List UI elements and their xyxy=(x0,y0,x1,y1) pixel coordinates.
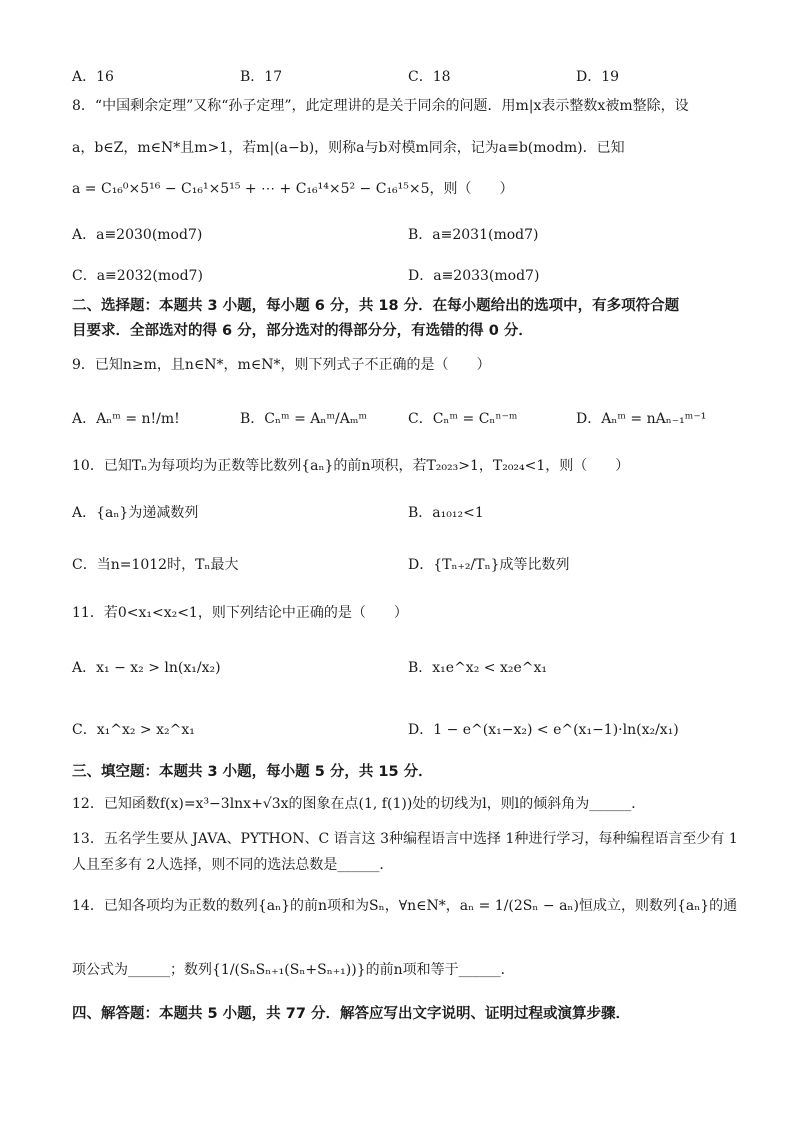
q7-option-a: A．16 xyxy=(72,69,114,85)
section3-heading: 三、填空题：本题共 3 小题，每小题 5 分，共 15 分． xyxy=(72,764,433,780)
q8-stem-line3: a = C₁₆⁰×5¹⁶ − C₁₆¹×5¹⁵ + ⋯ + C₁₆¹⁴×5² − C₁₆¹⁵×5，则（ ） xyxy=(72,181,514,197)
q9-option-c: C．Cₙᵐ = Cₙⁿ⁻ᵐ xyxy=(408,411,518,427)
q8-option-d: D．a≡2033(mod7) xyxy=(408,268,540,284)
q14-stem-line2: 项公式为______；数列{1/(SₙSₙ₊₁(Sₙ+Sₙ₊₁))}的前n项和等于______． xyxy=(72,962,515,978)
q9-option-b: B．Cₙᵐ = Aₙᵐ/Aₘᵐ xyxy=(240,411,368,427)
q8-option-b: B．a≡2031(mod7) xyxy=(408,227,539,243)
q8-stem-line1: 8．“中国剩余定理”又称“孙子定理”，此定理讲的是关于同余的问题．用m|x表示整数x被m整除，设 xyxy=(72,98,689,114)
q10-option-a: A．{aₙ}为递减数列 xyxy=(72,505,199,521)
section2-heading-line1: 二、选择题：本题共 3 小题，每小题 6 分，共 18 分．在每小题给出的选项中，有多项符合题 xyxy=(72,298,680,314)
section2-heading-line2: 目要求．全部选对的得 6 分，部分选对的得部分分，有选错的得 0 分． xyxy=(72,323,533,339)
q7-option-d: D．19 xyxy=(576,69,620,85)
q11-option-a: A．x₁ − x₂ > ln(x₁/x₂) xyxy=(72,660,221,676)
q10-option-b: B．a₁₀₁₂<1 xyxy=(408,505,484,521)
q14-stem-line1: 14．已知各项均为正数的数列{aₙ}的前n项和为Sₙ，∀n∈N*，aₙ = 1/(2Sₙ − aₙ)恒成立，则数列{aₙ}的通 xyxy=(72,898,738,914)
q11-option-b: B．x₁e^x₂ < x₂e^x₁ xyxy=(408,660,547,676)
q13-stem-line1: 13．五名学生要从 JAVA、PYTHON、C 语言这 3种编程语言中选择 1种进行学习，每种编程语言至少有 1 xyxy=(72,831,738,847)
q11-option-c: C．x₁^x₂ > x₂^x₁ xyxy=(72,722,195,738)
q9-stem: 9．已知n≥m，且n∈N*，m∈N*，则下列式子不正确的是（ ） xyxy=(72,357,491,373)
q11-stem: 11．若0<x₁<x₂<1，则下列结论中正确的是（ ） xyxy=(72,605,408,621)
q8-stem-line2: a，b∈Z，m∈N*且m>1，若m|(a−b)，则称a与b对模m同余，记为a≡b(modm)．已知 xyxy=(72,140,625,156)
q7-option-b: B．17 xyxy=(240,69,283,85)
q8-option-c: C．a≡2032(mod7) xyxy=(72,268,203,284)
q11-option-d: D．1 − e^(x₁−x₂) < e^(x₁−1)·ln(x₂/x₁) xyxy=(408,722,679,738)
q7-option-c: C．18 xyxy=(408,69,451,85)
q8-option-a: A．a≡2030(mod7) xyxy=(72,227,203,243)
section4-heading: 四、解答题：本题共 5 小题，共 77 分．解答应写出文字说明、证明过程或演算步骤． xyxy=(72,1006,630,1022)
q12-stem: 12．已知函数f(x)=x³−3lnx+√3x的图象在点(1, f(1))处的切线为l，则l的倾斜角为______． xyxy=(72,796,646,812)
q9-option-d: D．Aₙᵐ = nAₙ₋₁ᵐ⁻¹ xyxy=(576,411,707,427)
q9-option-a: A．Aₙᵐ = n!/m! xyxy=(72,411,180,427)
q10-stem: 10．已知Tₙ为每项均为正数等比数列{aₙ}的前n项积，若T₂₀₂₃>1，T₂₀₂₄<1，则（ ） xyxy=(72,458,630,474)
q13-stem-line2: 人且至多有 2人选择，则不同的选法总数是______． xyxy=(72,857,394,873)
q10-option-c: C．当n=1012时，Tₙ最大 xyxy=(72,557,239,573)
q10-option-d: D．{Tₙ₊₂/Tₙ}成等比数列 xyxy=(408,557,570,573)
